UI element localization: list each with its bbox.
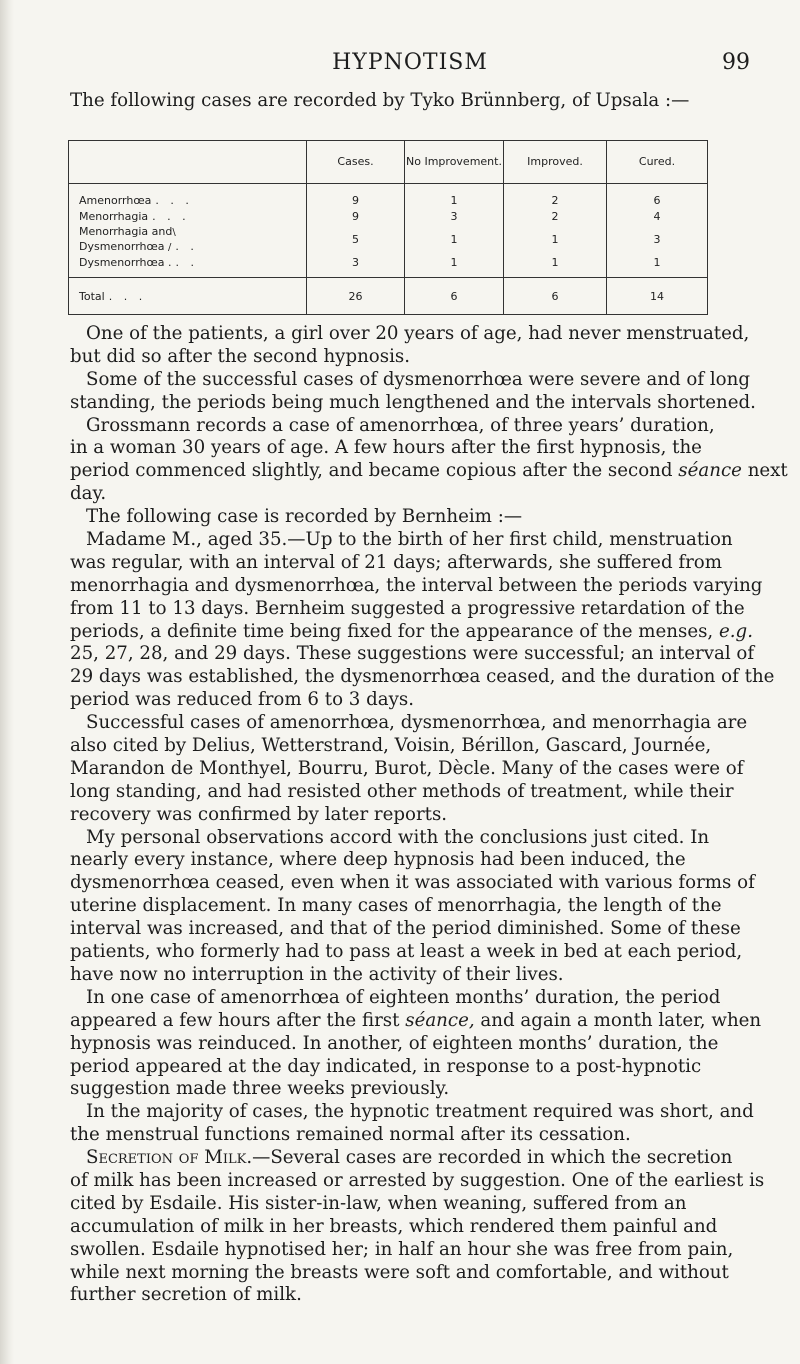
table-cell: 1: [450, 256, 458, 269]
cases-table: [68, 140, 708, 315]
table-row-label: [69, 225, 306, 255]
italic-term: séance,: [405, 1009, 475, 1031]
page-binding-shadow: [0, 0, 14, 1364]
text-line: Madame M., aged 35.—Up to the birth of her first child, menstruation: [86, 529, 733, 551]
table-cell: 2: [551, 194, 559, 207]
text-line: while next morning the breasts were soft and comfortable, and without: [70, 1261, 729, 1283]
leader-dots: . . .: [155, 194, 193, 207]
leader-dots: . .: [175, 240, 198, 253]
table-cell: 9: [352, 194, 359, 207]
table-cell: 1: [450, 194, 458, 207]
condition-name: Dysmenorrhœa .: [79, 256, 172, 269]
table-header-row: [69, 141, 708, 184]
text-line: have now no interruption in the activity of their lives.: [70, 963, 564, 985]
text-span: and again a month later, when: [480, 1009, 762, 1031]
intro-paragraph: The following cases are recorded by Tyko Brünnberg, of Upsala :—: [70, 90, 690, 111]
table-row-label: [69, 193, 306, 209]
condition-name: Amenorrhœa: [79, 194, 152, 207]
brace-glyph: /: [168, 242, 172, 253]
condition-name-line2: Dysmenorrhœa: [79, 240, 165, 253]
text-line: Marandon de Monthyel, Bourru, Burot, Dècle. Many of the cases were of: [70, 757, 744, 779]
text-line: uterine displacement. In many cases of menorrhagia, the length of the: [70, 895, 722, 917]
table-cell: 3: [450, 210, 458, 223]
text-line: the menstrual functions remained normal after its cessation.: [70, 1124, 631, 1146]
table-cell: 3: [352, 256, 359, 269]
leader-dots: . .: [175, 256, 199, 269]
text-line: was regular, with an interval of 21 days; afterwards, she suffered from: [70, 551, 722, 573]
table-header-blank: [69, 141, 307, 184]
table-row-label: [69, 255, 306, 271]
table-cell: 3: [653, 233, 661, 246]
text-line: [70, 1009, 762, 1033]
text-span: —Several cases are recorded in which the secretion: [252, 1147, 733, 1169]
text-line: nearly every instance, where deep hypnosis had been induced, the: [70, 849, 686, 871]
text-line: Successful cases of amenorrhœa, dysmenorrhœa, and menorrhagia are: [86, 712, 748, 734]
table-row-label: [69, 209, 306, 225]
condition-name-line1: Menorrhagia and: [79, 225, 173, 238]
text-line: In one case of amenorrhœa of eighteen months’ duration, the period: [86, 986, 721, 1008]
text-line: further secretion of milk.: [70, 1284, 302, 1306]
no-improvement-column: [405, 184, 504, 278]
table-header-cases: Cases.: [307, 141, 405, 184]
brace-glyph: \: [172, 227, 176, 238]
text-line: One of the patients, a girl over 20 years of age, had never menstruated,: [86, 323, 750, 344]
table-header-cured: Cured.: [607, 141, 708, 184]
table-cell: 5: [352, 233, 359, 246]
table-cell: 6: [653, 194, 661, 207]
italic-term: séance: [678, 460, 742, 482]
condition-column: [69, 184, 307, 278]
text-line: period appeared at the day indicated, in response to a post-hypnotic: [70, 1055, 702, 1077]
table-cell: 1: [653, 256, 661, 269]
text-span: appeared a few hours after the first: [70, 1009, 400, 1031]
table-header-improved: Improved.: [504, 141, 607, 184]
text-line: in a woman 30 years of age. A few hours after the first hypnosis, the: [70, 437, 702, 459]
table-cell: 1: [551, 233, 559, 246]
body-text: [70, 323, 788, 1307]
section-heading: Secretion of Milk.: [86, 1147, 253, 1169]
text-span: period commenced slightly, and became copious after the second: [70, 460, 673, 482]
text-line: dysmenorrhœa ceased, even when it was associated with various forms of: [70, 872, 755, 894]
italic-term: e.g.: [719, 620, 753, 642]
text-line: [70, 1147, 754, 1170]
improved-column: [504, 184, 607, 278]
text-line: standing, the periods being much lengthened and the intervals shortened.: [70, 391, 756, 413]
table-total-row: [69, 278, 708, 315]
table-cell: 4: [653, 210, 661, 223]
total-cured: 14: [607, 278, 708, 315]
text-line: In the majority of cases, the hypnotic treatment required was short, and: [86, 1101, 754, 1123]
cases-column: [307, 184, 405, 278]
text-line: from 11 to 13 days. Bernheim suggested a progressive retardation of the: [70, 597, 745, 619]
total-no-improvement: 6: [405, 278, 504, 315]
text-line: day.: [70, 483, 107, 505]
text-line: patients, who formerly had to pass at least a week in bed at each period,: [70, 941, 743, 963]
text-line: 25, 27, 28, and 29 days. These suggestions were successful; an interval of: [70, 643, 755, 665]
text-span: next: [747, 460, 788, 482]
condition-name: Menorrhagia: [79, 210, 149, 223]
text-line: cited by Esdaile. His sister-in-law, when weaning, suffered from an: [70, 1192, 687, 1214]
text-line: [70, 460, 788, 483]
text-line: but did so after the second hypnosis.: [70, 345, 411, 367]
table-body-row: [69, 184, 708, 278]
cured-column: [607, 184, 708, 278]
text-line: [70, 621, 754, 644]
text-line: long standing, and had resisted other methods of treatment, while their: [70, 780, 734, 802]
total-label: Total: [79, 289, 105, 303]
text-line: Some of the successful cases of dysmenorrhœa were severe and of long: [86, 368, 750, 390]
table-cell: 1: [551, 256, 559, 269]
text-line: The following case is recorded by Bernheim :—: [86, 506, 523, 528]
text-span: periods, a definite time being fixed for the appearance of the menses,: [70, 620, 714, 642]
text-line: recovery was confirmed by later reports.: [70, 803, 448, 825]
running-title: HYPNOTISM: [332, 50, 488, 75]
leader-dots: . . .: [108, 289, 147, 303]
leader-dots: . . .: [152, 210, 190, 223]
text-line: also cited by Delius, Wetterstrand, Voisin, Bérillon, Gascard, Journée,: [70, 735, 712, 757]
page-number: 99: [722, 50, 750, 75]
text-line: menorrhagia and dysmenorrhœa, the interval between the periods varying: [70, 574, 763, 596]
text-line: period was reduced from 6 to 3 days.: [70, 689, 415, 711]
table-header-no-improvement: No Improvement.: [405, 141, 504, 184]
text-line: swollen. Esdaile hypnotised her; in half an hour she was free from pain,: [70, 1238, 734, 1260]
text-line: hypnosis was reinduced. In another, of eighteen months’ duration, the: [70, 1032, 719, 1054]
text-line: interval was increased, and that of the period diminished. Some of these: [70, 918, 741, 940]
page-header: [70, 50, 750, 80]
total-improved: 6: [504, 278, 607, 315]
total-cases: 26: [307, 278, 405, 315]
text-line: of milk has been increased or arrested by suggestion. One of the earliest is: [70, 1169, 765, 1191]
text-line: 29 days was established, the dysmenorrhœa ceased, and the duration of the: [70, 666, 775, 688]
text-line: suggestion made three weeks previously.: [70, 1078, 450, 1100]
total-label-cell: [69, 278, 307, 315]
text-line: accumulation of milk in her breasts, which rendered them painful and: [70, 1215, 718, 1237]
text-line: My personal observations accord with the conclusions just cited. In: [86, 826, 710, 848]
table-cell: 1: [450, 233, 458, 246]
table-cell: 9: [352, 210, 359, 223]
text-line: Grossmann records a case of amenorrhœa, of three years’ duration,: [86, 414, 715, 436]
table-cell: 2: [551, 210, 559, 223]
